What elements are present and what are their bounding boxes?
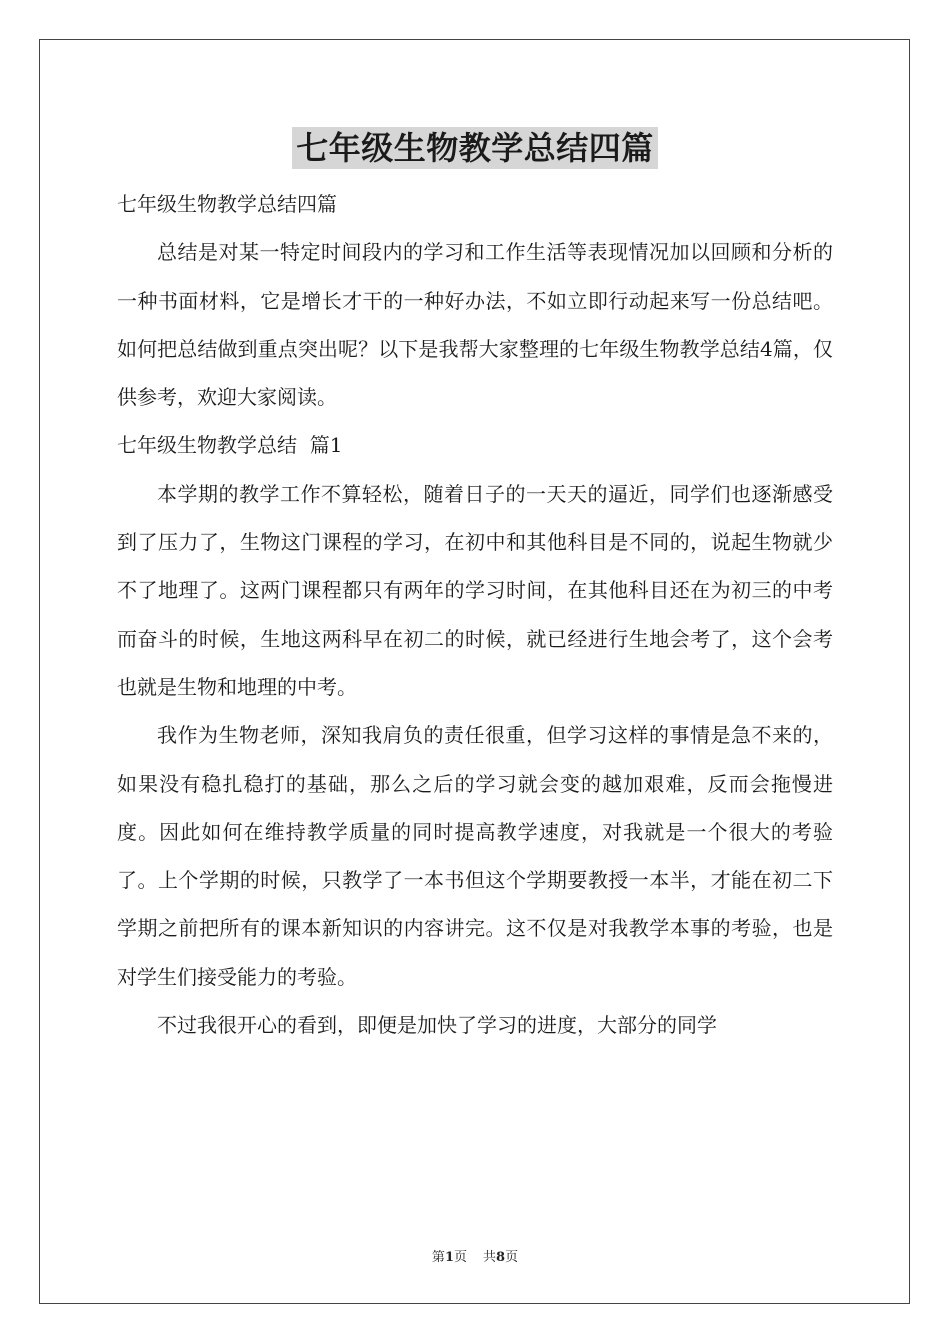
document-body bbox=[117, 180, 833, 1049]
page-number: 1 bbox=[444, 1250, 454, 1265]
page-footer bbox=[0, 1246, 950, 1265]
paragraph: 我作为生物老师，深知我肩负的责任很重，但学习这样的事情是急不来的，如果没有稳扎稳打的基础，那么之后的学习就会变的越加艰难，反而会拖慢进度。因此如何在维持教学质量的同时提高教学速度，对我就是一个很大的考验了。上个学期的时候，只教学了一本书但这个学期要教授一本半，才能在初二下学期之前把所有的课本新知识的内容讲完。这不仅是对我教学本事的考验，也是对学生们接受能力的考验。 bbox=[117, 723, 833, 989]
page-label-prefix: 第 bbox=[431, 1250, 445, 1265]
title-container bbox=[0, 127, 950, 169]
page-label-suffix: 页 bbox=[453, 1250, 467, 1265]
paragraph: 不过我很开心的看到，即便是加快了学习的进度，大部分的同学 bbox=[157, 1013, 717, 1038]
document-title: 七年级生物教学总结四篇 bbox=[292, 127, 658, 169]
total-suffix: 页 bbox=[505, 1250, 519, 1265]
total-prefix: 共 bbox=[483, 1250, 497, 1265]
section-heading: 七年级生物教学总结 篇1 bbox=[117, 433, 343, 458]
paragraph: 总结是对某一特定时间段内的学习和工作生活等表现情况加以回顾和分析的一种书面材料，它是增长才干的一种好办法，不如立即行动起来写一份总结吧。如何把总结做到重点突出呢？以下是我帮大家整理的七年级生物教学总结4篇，仅供参考，欢迎大家阅读。 bbox=[117, 240, 833, 410]
paragraph-heading: 七年级生物教学总结四篇 bbox=[117, 192, 337, 216]
paragraph: 本学期的教学工作不算轻松，随着日子的一天天的逼近，同学们也逐渐感受到了压力了，生物这门课程的学习，在初中和其他科目是不同的，说起生物就少不了地理了。这两门课程都只有两年的学习时间，在其他科目还在为初三的中考而奋斗的时候，生地这两科早在初二的时候，就已经进行生地会考了，这个会考也就是生物和地理的中考。 bbox=[117, 481, 833, 699]
total-pages: 8 bbox=[496, 1250, 506, 1265]
